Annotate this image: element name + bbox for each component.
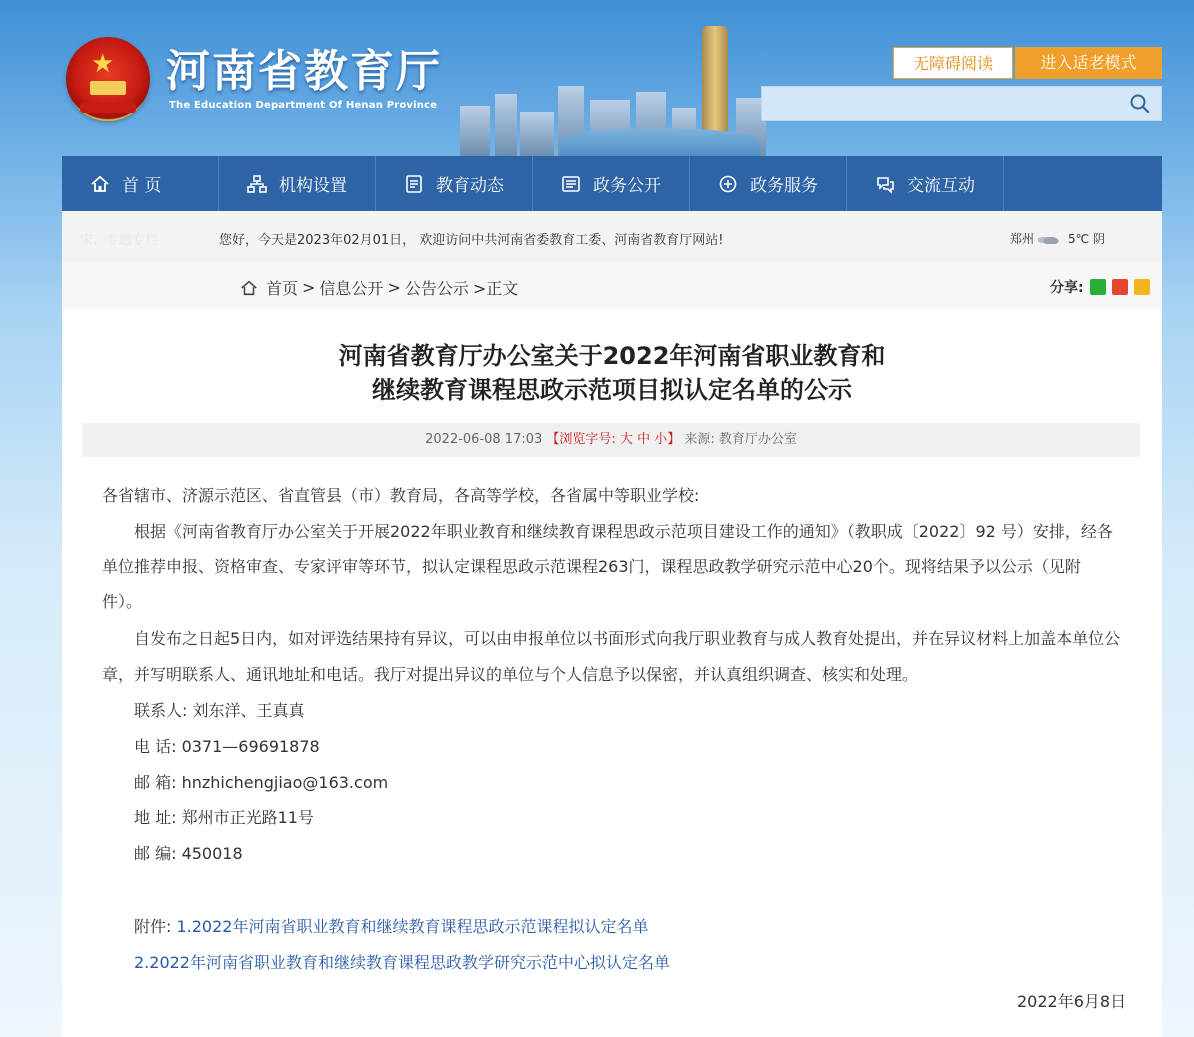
attachment-label: 附件: [134,917,177,936]
nav-item-government-affairs[interactable] [533,156,690,211]
contact-address: 地 址: 郑州市正光路11号 [134,808,314,827]
elder-mode-button[interactable]: 进入适老模式 [1015,47,1162,79]
breadcrumb-bar [62,263,1162,309]
welcome-bar [62,211,1162,264]
article-title-line1: 河南省教育厅办公室关于2022年河南省职业教育和 [338,342,886,370]
site-banner [0,0,1194,156]
search-input[interactable] [761,86,1162,121]
nav-item-label: 政务服务 [750,176,818,196]
national-emblem-logo: ★ [66,37,150,121]
paragraph-1-line-1: 根据《河南省教育厅办公室关于开展2022年职业教育和继续教育课程思政示范项目建设工作的通知》（教职成〔2022〕92 号）安排，经各 [134,522,1113,541]
wechat-share-icon[interactable] [1090,279,1106,295]
nav-item-education-news[interactable] [376,156,533,211]
content-panel [62,211,1162,1037]
site-subtitle: The Education Department Of Henan Province [169,100,438,111]
nav-item-label: 政务公开 [593,176,661,196]
nav-item-government-services[interactable] [690,156,847,211]
nav-item-interaction[interactable] [847,156,1004,211]
paragraph-1-line-2: 单位推荐申报、资格审查、专家评审等环节，拟认定课程思政示范课程263门，课程思政教学研究示范中心20个。现将结果予以公示（见附 [102,557,1081,576]
paragraph-2-line-2: 章，并写明联系人、通讯地址和电话。我厅对提出异议的单位与个人信息予以保密，并认真组织调查、核实和处理。 [102,665,919,684]
faded-marquee-text: 宋、专题专栏 [80,233,159,248]
welcome-text: 您好，今天是2023年02月01日， 欢迎访问中共河南省委教育工委、河南省教育厅网站! [219,233,724,248]
home-icon [90,174,110,194]
signature-date: 2022年6月8日 [1017,992,1127,1011]
article-title-line2: 继续教育课程思政示范项目拟认定名单的公示 [372,376,852,404]
nav-item-label: 机构设置 [279,176,347,196]
weather-city: 郑州 [1010,232,1035,246]
nav-item-home[interactable] [62,156,219,211]
qq-share-icon[interactable] [1134,279,1150,295]
org-chart-icon [247,174,267,194]
attachment-link-2[interactable]: 2.2022年河南省职业教育和继续教育课程思政教学研究示范中心拟认定名单 [134,953,670,972]
nav-item-organization[interactable] [219,156,376,211]
weather-widget [1010,230,1105,247]
article-meta [82,423,1140,457]
nav-item-label: 交流互动 [907,176,975,196]
interaction-icon [875,174,895,194]
paragraph-2-line-1: 自发布之日起5日内，如对评选结果持有异议，可以由申报单位以书面形式向我厅职业教育与成人教育处提出，并在异议材料上加盖本单位公 [134,629,1121,648]
main-nav [62,156,1162,211]
paragraph-1-line-3: 件）。 [102,592,143,611]
cloudy-icon [1038,234,1064,244]
font-size-selector[interactable]: 【浏览字号: 大 中 小】 [546,432,681,447]
breadcrumb-separator: > [302,278,316,297]
contact-postcode: 邮 编: 450018 [134,844,243,863]
weather-temp: 5℃ 阴 [1068,232,1105,246]
breadcrumb-home[interactable]: 首页 [266,279,299,298]
site-title[interactable]: 河南省教育厅 [166,46,442,97]
breadcrumb [240,276,522,299]
breadcrumb-current: >正文 [472,279,519,298]
accessibility-reading-button[interactable]: 无障碍阅读 [893,47,1013,79]
article-date: 2022-06-08 17:03 [425,432,543,447]
service-icon [718,174,738,194]
contact-email: 邮 箱: hnzhichengjiao@163.com [134,773,389,792]
nav-item-label: 首 页 [122,176,162,196]
weibo-share-icon[interactable] [1112,279,1128,295]
breadcrumb-info-public[interactable]: 信息公开 [319,279,384,298]
breadcrumb-announcements[interactable]: 公告公示 [404,279,469,298]
article-title [62,339,1162,407]
contact-phone: 电 话: 0371—69691878 [134,737,320,756]
salutation: 各省辖市、济源示范区、省直管县（市）教育局，各高等学校，各省属中等职业学校: [102,486,700,505]
breadcrumb-separator: > [387,278,401,297]
attachment-link-1[interactable]: 1.2022年河南省职业教育和继续教育课程思政示范课程拟认定名单 [176,917,649,936]
share-label: 分享: [1050,280,1084,296]
search-icon[interactable] [1129,93,1151,115]
home-icon [240,279,258,297]
document-icon [561,174,581,194]
share-bar [1050,277,1150,297]
article-source: 来源: 教育厅办公室 [684,432,797,447]
contact-person: 联系人: 刘东洋、王真真 [134,701,305,720]
city-skyline-image [440,20,770,156]
nav-item-label: 教育动态 [436,176,504,196]
attachment-line-1 [134,914,648,937]
news-icon [404,174,424,194]
